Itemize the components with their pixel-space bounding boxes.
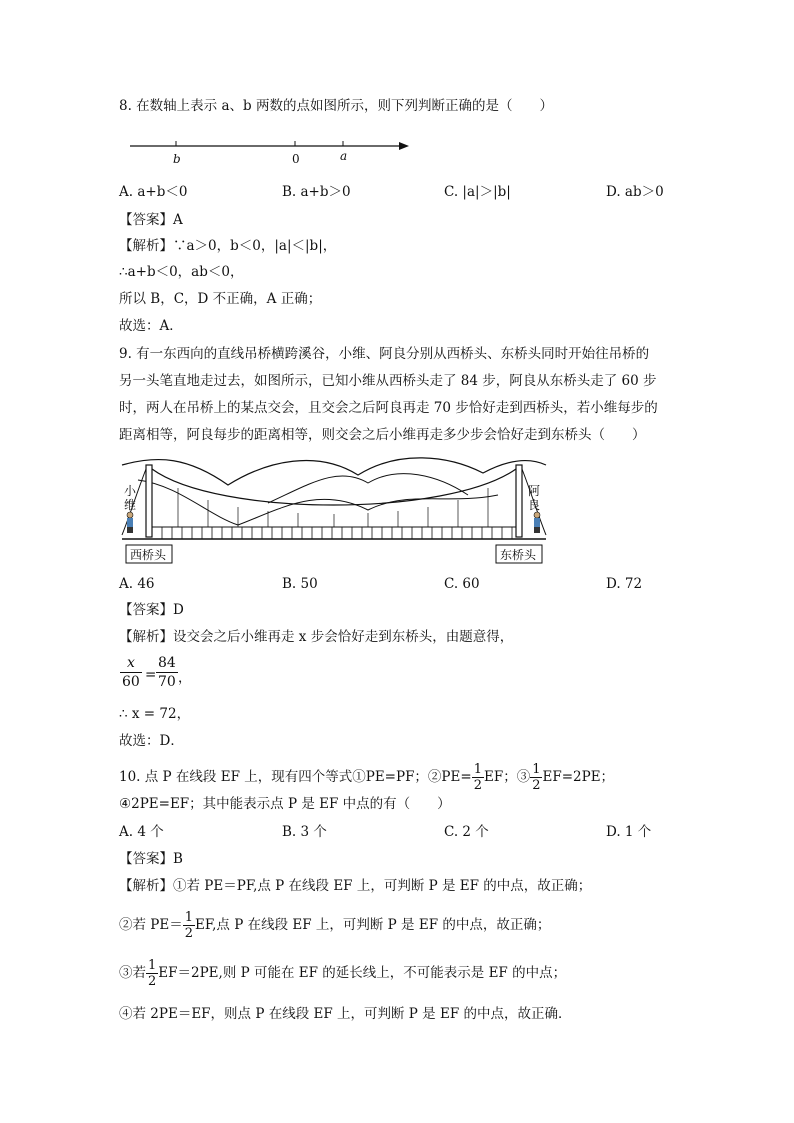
q8-answer: 【答案】A [119, 212, 183, 228]
q8-analysis-3: 所以 B，C，D 不正确，A 正确； [119, 291, 322, 307]
q10-a3-den: 2 [148, 974, 157, 989]
q9-option-a: A. 46 [119, 576, 155, 592]
east-person-icon [534, 512, 540, 533]
q9-eq-right-num: 84 [158, 655, 176, 671]
q9-stem-1: 9. 有一东西向的直线吊桥横跨溪谷，小维、阿良分别从西桥头、东桥头同时开始往吊桥的 [119, 346, 650, 362]
q9-option-b: B. 50 [282, 576, 318, 592]
q10-analysis-1: 【解析】①若 PE＝PF,点 P 在线段 EF 上，可判断 P 是 EF 的中点，故正确； [119, 878, 592, 894]
q9-eq-left-fraction [120, 654, 142, 691]
q10-stem-line2: ④2PE=EF；其中能表示点 P 是 EF 中点的有（ ） [119, 796, 451, 812]
west-tower [146, 465, 152, 537]
q8-number-line [125, 136, 415, 166]
q10-option-d: D. 1 个 [606, 824, 652, 840]
q9-stem-3: 时，两人在吊桥上的某点交会，且交会之后阿良再走 70 步恰好走到西桥头，若小维每步的 [119, 400, 658, 416]
q9-answer: 【答案】D [119, 602, 184, 618]
q10-a2-den: 2 [184, 926, 194, 941]
q8-stem: 8. 在数轴上表示 a、b 两数的点如图所示，则下列判断正确的是（ ） [119, 98, 553, 114]
q10-option-c: C. 2 个 [444, 824, 489, 840]
q10-frac2-num: 1 [532, 762, 541, 777]
q10-a2-pre: ②若 PE＝ [119, 917, 183, 933]
q10-a3-pre: ③若 [119, 965, 146, 981]
q9-eq-right-fraction [156, 654, 178, 691]
q9-stem-4: 距离相等，阿良每步的距离相等，则交会之后小维再走多少步会恰好走到东桥头（ ） [119, 427, 646, 443]
q10-frac2-den: 2 [532, 778, 541, 793]
west-person-label: 小维 [124, 484, 137, 512]
axis-label-b: b [173, 152, 181, 166]
q8-option-c: C. |a|＞|b| [444, 184, 511, 200]
q10-a3-fraction [146, 958, 158, 989]
q8-analysis-2: ∴a+b＜0，ab＜0， [119, 264, 244, 280]
q10-analysis-4: ④若 2PE＝EF，则点 P 在线段 EF 上，可判断 P 是 EF 的中点，故正确． [119, 1006, 572, 1022]
q10-answer: 【答案】B [119, 851, 183, 867]
axis-arrow [399, 142, 409, 150]
q10-a2-post: EF,点 P 在线段 EF 上，可判断 P 是 EF 的中点，故正确； [195, 917, 551, 933]
axis-label-0: 0 [292, 152, 300, 166]
east-person-label: 阿良 [528, 484, 541, 512]
q8-analysis-4: 故选：A． [119, 318, 183, 334]
q9-conclusion: 故选：D． [119, 733, 184, 749]
q9-stem-2: 另一头笔直地走过去，如图所示，已知小维从西桥头走了 84 步，阿良从东桥头走了 60 步 [119, 373, 657, 389]
q9-eq-left-num: x [120, 654, 142, 673]
q10-stem-fraction-2 [530, 762, 542, 793]
q10-frac-den: 2 [473, 778, 482, 793]
q9-option-d: D. 72 [606, 576, 643, 592]
q9-eq-sign: = [145, 667, 157, 683]
q9-eq-tail: ， [178, 670, 192, 686]
q10-stem-b: EF；③ [483, 769, 531, 785]
q10-analysis-3 [119, 958, 566, 989]
deck-railings [162, 527, 512, 539]
q10-stem-fraction [472, 762, 484, 793]
q9-eq-left-den: 60 [122, 674, 140, 690]
west-bridgehead-label: 西桥头 [130, 548, 167, 562]
q10-a2-fraction [183, 910, 195, 941]
q8-option-a: A. a+b＜0 [119, 184, 188, 200]
q9-bridge-figure [118, 455, 550, 567]
q10-a2-num: 1 [184, 910, 194, 925]
suspenders [178, 488, 488, 527]
east-bridgehead-label: 东桥头 [500, 548, 537, 562]
q9-eq-right-den: 70 [158, 674, 176, 690]
q8-option-b: B. a+b＞0 [282, 184, 351, 200]
q10-frac-num: 1 [473, 762, 482, 777]
q9-analysis-intro: 【解析】设交会之后小维再走 x 步会恰好走到东桥头，由题意得， [119, 629, 514, 645]
q8-option-d: D. ab＞0 [606, 184, 664, 200]
axis-label-a: a [340, 149, 348, 163]
q10-option-a: A. 4 个 [119, 824, 164, 840]
q10-option-b: B. 3 个 [282, 824, 327, 840]
q9-result: ∴ x = 72， [119, 706, 191, 722]
q10-a3-num: 1 [148, 958, 157, 973]
q10-stem-a: 10. 点 P 在线段 EF 上，现有四个等式①PE=PF；②PE= [119, 769, 472, 785]
q10-stem-c: EF=2PE； [542, 769, 615, 785]
q10-analysis-2 [119, 910, 550, 941]
mountains [122, 458, 546, 485]
q10-stem-line1 [119, 762, 614, 793]
q8-analysis-1: 【解析】∵a＞0，b＜0，|a|＜|b|， [119, 238, 337, 254]
mountain-ridge [138, 480, 498, 525]
q10-a3-post: EF＝2PE,则 P 可能在 EF 的延长线上，不可能表示是 EF 的中点； [158, 965, 567, 981]
q9-option-c: C. 60 [444, 576, 480, 592]
east-tower [516, 465, 522, 537]
west-person-icon [127, 512, 133, 533]
